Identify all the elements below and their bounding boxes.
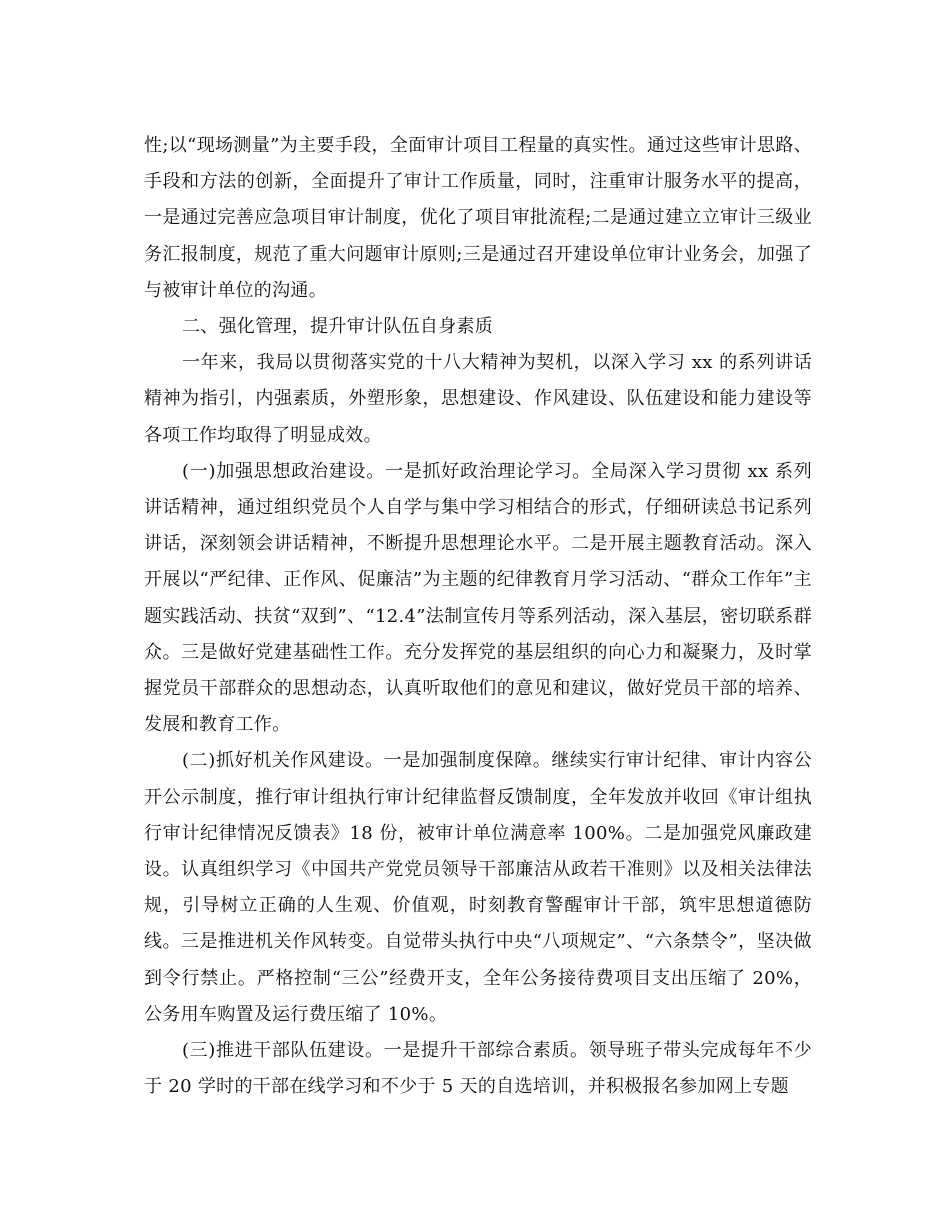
document-page (144, 128, 812, 1105)
paragraph-audit-methods: 性;以“现场测量”为主要手段，全面审计项目工程量的真实性。通过这些审计思路、手段和方法的创新，全面提升了审计工作质量，同时，注重审计服务水平的提高，一是通过完善应急项目审计制度，优化了项目审批流程;二是通过建立立审计三级业务汇报制度，规范了重大问题审计原则;三是通过召开建设单位审计业务会，加强了与被审计单位的沟通。 (144, 135, 812, 301)
section-heading-management: 二、强化管理，提升审计队伍自身素质 (182, 316, 494, 338)
paragraph-political-building: (一)加强思想政治建设。一是抓好政治理论学习。全局深入学习贯彻 xx 系列讲话精神，通过组织党员个人自学与集中学习相结合的形式，仔细研读总书记系列讲话，深刻领会讲话精神，不断提升思想理论水平。二是开展主题教育活动。深入开展以“严纪律、正作风、促廉洁”为主题的纪律教育月学习活动、“群众工作年”主题实践活动、扶贫“双到”、“12.4”法制宣传月等系列活动，深入基层，密切联系群众。三是做好党建基础性工作。充分发挥党的基层组织的向心力和凝聚力，及时掌握党员干部群众的思想动态，认真听取他们的意见和建议，做好党员干部的培养、发展和教育工作。 (144, 460, 812, 736)
paragraph-intro: 一年来，我局以贯彻落实党的十八大精神为契机，以深入学习 xx 的系列讲话精神为指引，内强素质，外塑形象，思想建设、作风建设、队伍建设和能力建设等各项工作均取得了明显成效。 (144, 352, 812, 446)
paragraph-team-building: (三)推进干部队伍建设。一是提升干部综合素质。领导班子带头完成每年不少于 20 学时的干部在线学习和不少于 5 天的自选培训，并积极报名参加网上专题 (144, 1040, 812, 1098)
paragraph-work-style: (二)抓好机关作风建设。一是加强制度保障。继续实行审计纪律、审计内容公开公示制度，推行审计组执行审计纪律监督反馈制度，全年发放并收回《审计组执行审计纪律情况反馈表》18 份，被审计单位满意率 100%。二是加强党风廉政建设。认真组织学习《中国共产党党员领导干部廉洁从政若干准则》以及相关法律法规，引导树立正确的人生观、价值观，时刻教育警醒审计干部，筑牢思想道德防线。三是推进机关作风转变。自觉带头执行中央“八项规定”、“六条禁令”，坚决做到令行禁止。严格控制“三公”经费开支，全年公务接待费项目支出压缩了 20%，公务用车购置及运行费压缩了 10%。 (144, 750, 812, 1025)
